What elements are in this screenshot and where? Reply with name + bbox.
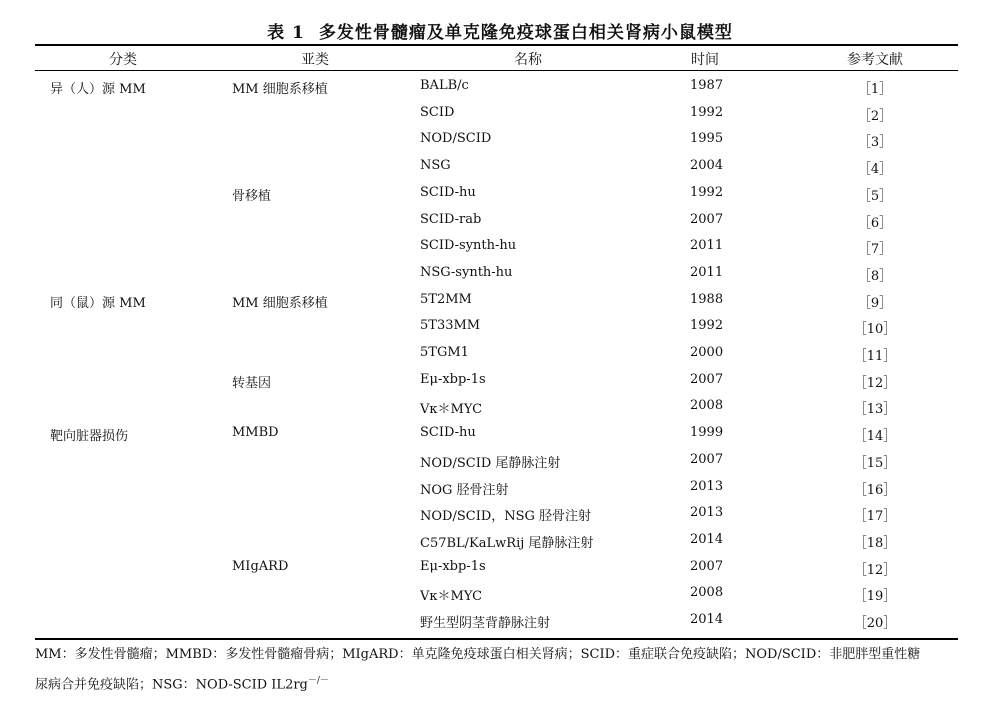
row-year: 2014 <box>690 531 724 547</box>
row-reference: ［7］ <box>857 242 893 258</box>
row-year: 2007 <box>690 211 724 227</box>
row-name: Eμ-xbp-1s <box>420 558 486 574</box>
table-row <box>0 259 1000 285</box>
row-reference: ［2］ <box>857 108 893 124</box>
row-year: 2013 <box>690 478 724 494</box>
row-reference: ［15］ <box>853 455 897 471</box>
row-year: 2007 <box>690 371 724 387</box>
row-reference: ［9］ <box>857 295 893 311</box>
row-subcategory: 转基因 <box>232 375 272 391</box>
table-row <box>0 339 1000 365</box>
row-name: SCID-hu <box>420 425 476 441</box>
row-reference: ［16］ <box>853 482 897 498</box>
row-year: 2014 <box>690 612 724 627</box>
row-name: Vκ＊MYC <box>420 402 483 418</box>
row-name: Vκ＊MYC <box>420 589 483 605</box>
table-number: 表 1 <box>267 23 305 43</box>
row-year: 1992 <box>690 318 724 334</box>
footnote-line-1: MM：多发性骨髓瘤；MMBD：多发性骨髓瘤骨病；MIgARD：单克隆免疫球蛋白相关肾病；SCID：重症联合免疫缺陷；NOD/SCID：非肥胖型重性糖 <box>35 647 921 662</box>
row-category: 同（鼠）源 MM <box>50 295 146 311</box>
row-year: 2007 <box>690 451 724 467</box>
row-reference: ［18］ <box>853 535 897 551</box>
table-row <box>0 366 1000 392</box>
row-name: NOD/SCID <box>420 131 492 147</box>
row-name: SCID-rab <box>420 211 482 227</box>
table-caption: 多发性骨髓瘤及单克隆免疫球蛋白相关肾病小鼠模型 <box>318 23 733 43</box>
footnote <box>35 642 960 698</box>
row-reference: ［17］ <box>853 509 897 525</box>
header-subcategory: 亚类 <box>301 52 329 68</box>
table-row <box>0 286 1000 312</box>
row-reference: ［12］ <box>853 375 897 391</box>
table-row <box>0 499 1000 525</box>
row-subcategory: MM 细胞系移植 <box>232 82 328 97</box>
row-reference: ［10］ <box>853 322 897 338</box>
row-category: 靶向脏器损伤 <box>50 429 129 445</box>
table-row <box>0 446 1000 472</box>
row-year: 1992 <box>690 104 724 120</box>
row-subcategory: 骨移植 <box>232 188 272 204</box>
row-year: 2008 <box>690 585 724 601</box>
row-year: 1995 <box>690 131 724 147</box>
table-row <box>0 553 1000 579</box>
row-year: 2008 <box>690 398 724 414</box>
table-row <box>0 473 1000 499</box>
row-subcategory: MMBD <box>232 425 279 441</box>
footnote-superscript: －/－ <box>307 676 329 686</box>
table-header <box>0 44 1000 70</box>
header-rule <box>35 70 958 71</box>
row-year: 2013 <box>690 505 724 521</box>
table-title <box>0 18 1000 43</box>
table-row <box>0 206 1000 232</box>
row-year: 1992 <box>690 184 724 200</box>
row-reference: ［3］ <box>857 135 893 151</box>
bottom-rule <box>35 638 958 640</box>
row-subcategory: MIgARD <box>232 558 289 574</box>
row-reference: ［19］ <box>853 589 897 605</box>
row-year: 1999 <box>690 425 724 441</box>
row-name: SCID-hu <box>420 184 476 200</box>
row-name: NOD/SCID，NSG 胫骨注射 <box>420 509 592 525</box>
row-name: SCID <box>420 104 455 120</box>
row-name: BALB/c <box>420 78 469 93</box>
row-name: C57BL/KaLwRij 尾静脉注射 <box>420 535 594 551</box>
row-subcategory: MM 细胞系移植 <box>232 295 328 311</box>
table-row <box>0 419 1000 445</box>
row-year: 2011 <box>690 238 724 254</box>
row-reference: ［5］ <box>857 188 893 204</box>
row-reference: ［20］ <box>853 616 897 631</box>
row-year: 2000 <box>690 345 724 360</box>
row-year: 2007 <box>690 558 724 574</box>
row-category: 异（人）源 MM <box>50 82 146 97</box>
row-reference: ［13］ <box>853 402 897 418</box>
header-reference: 参考文献 <box>847 52 903 68</box>
row-name: 5TGM1 <box>420 345 469 360</box>
footnote-line-2 <box>35 668 960 698</box>
table-row <box>0 312 1000 338</box>
header-category: 分类 <box>109 52 137 68</box>
header-year: 时间 <box>691 52 719 68</box>
table-row <box>0 606 1000 632</box>
row-year: 1988 <box>690 291 724 307</box>
row-name: 5T2MM <box>420 291 472 307</box>
header-name: 名称 <box>514 52 542 68</box>
row-name: Eμ-xbp-1s <box>420 371 486 387</box>
row-year: 2011 <box>690 264 724 280</box>
row-name: NOD/SCID 尾静脉注射 <box>420 455 561 471</box>
table-row <box>0 579 1000 605</box>
row-name: NSG-synth-hu <box>420 264 513 280</box>
row-reference: ［11］ <box>853 349 897 364</box>
table-row <box>0 125 1000 151</box>
table-row <box>0 152 1000 178</box>
row-year: 1987 <box>690 78 724 93</box>
row-name: NSG <box>420 158 451 174</box>
table-row <box>0 526 1000 552</box>
row-reference: ［14］ <box>853 429 897 445</box>
row-name: 野生型阴茎背静脉注射 <box>420 616 551 631</box>
row-reference: ［12］ <box>853 562 897 578</box>
row-name: SCID-synth-hu <box>420 238 517 254</box>
row-name: NOG 胫骨注射 <box>420 482 509 498</box>
table-row <box>0 179 1000 205</box>
row-year: 2004 <box>690 158 724 174</box>
table-row <box>0 232 1000 258</box>
row-reference: ［8］ <box>857 268 893 284</box>
row-name: 5T33MM <box>420 318 481 334</box>
row-reference: ［6］ <box>857 215 893 231</box>
footnote-line-2-text: 尿病合并免疫缺陷；NSG：NOD-SCID IL2rg <box>35 677 308 693</box>
table-row <box>0 392 1000 418</box>
row-reference: ［4］ <box>857 162 893 178</box>
table-row <box>0 72 1000 98</box>
row-reference: ［1］ <box>857 82 893 97</box>
table-row <box>0 99 1000 125</box>
